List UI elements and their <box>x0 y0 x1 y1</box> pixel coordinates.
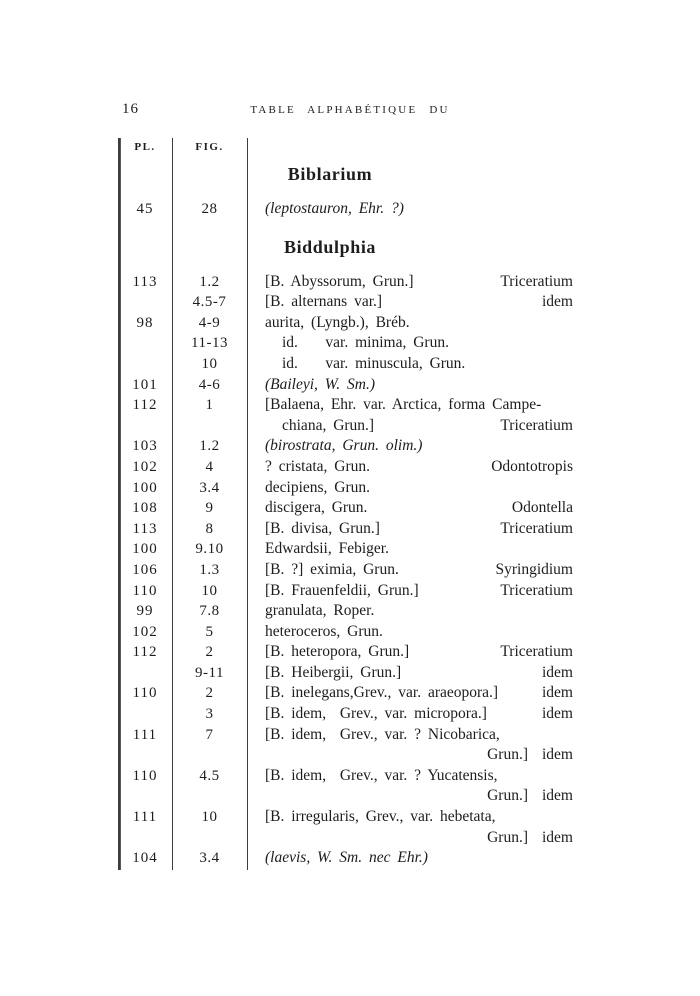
pl-cell: 102 <box>132 623 158 640</box>
table-row <box>118 333 573 354</box>
species-entry: Grun.] <box>487 828 528 846</box>
pl-fig-divider-rule <box>172 138 173 870</box>
genus-attribution: Odontella <box>511 499 573 517</box>
desc-cell <box>247 560 573 581</box>
pl-cell: 110 <box>132 767 158 784</box>
species-entry: heteroceros, Grun. <box>265 622 383 640</box>
pl-cell: 101 <box>132 376 158 393</box>
genus-attribution: Triceratium <box>500 416 573 434</box>
desc-cell <box>247 725 573 746</box>
table-row <box>118 478 573 499</box>
fig-cell: 7 <box>205 726 214 743</box>
fig-cell: 10 <box>201 582 218 599</box>
species-entry: (laevis, W. Sm. nec Ehr.) <box>265 849 428 867</box>
table-row <box>118 354 573 375</box>
table-row <box>118 416 573 437</box>
desc-cell <box>247 313 573 334</box>
table-row <box>118 848 573 869</box>
genus-attribution: idem <box>542 663 573 681</box>
desc-cell <box>247 807 573 828</box>
desc-cell <box>247 581 573 602</box>
table-row <box>118 272 573 293</box>
table-row <box>118 807 573 828</box>
genus-attribution: idem <box>542 684 573 702</box>
genus-attribution: Triceratium <box>500 272 573 290</box>
desc-cell <box>247 498 573 519</box>
species-entry: [B. heteropora, Grun.] <box>265 643 410 661</box>
species-entry: [B. idem, Grev., var. ? Yucatensis, <box>265 766 498 784</box>
table-row <box>118 313 573 334</box>
genus-attribution: idem <box>542 293 573 311</box>
desc-cell <box>247 642 573 663</box>
species-entry: chiana, Grun.] <box>282 416 375 434</box>
table-row <box>118 395 573 416</box>
desc-cell <box>247 354 573 375</box>
table-row <box>118 828 573 849</box>
index-table <box>118 138 573 869</box>
table-row <box>118 539 573 560</box>
desc-cell <box>247 519 573 540</box>
table-row <box>118 745 573 766</box>
pl-cell <box>118 333 172 354</box>
fig-cell: 3 <box>205 706 214 723</box>
desc-cell <box>247 375 573 396</box>
species-entry: (Baileyi, W. Sm.) <box>265 375 376 393</box>
desc-cell <box>247 766 573 787</box>
fig-cell: 2 <box>205 644 214 661</box>
table-row <box>118 683 573 704</box>
table-row <box>118 601 573 622</box>
species-entry: ? cristata, Grun. <box>265 457 370 475</box>
pl-cell: 113 <box>132 273 158 290</box>
pl-cell: 111 <box>132 809 158 826</box>
fig-cell: 9-11 <box>195 664 224 681</box>
desc-cell <box>247 663 573 684</box>
pl-cell: 100 <box>132 479 158 496</box>
fig-cell: 1.2 <box>199 438 220 455</box>
genus-attribution: idem <box>542 787 573 805</box>
desc-cell <box>247 272 573 293</box>
desc-cell <box>247 395 573 416</box>
pl-cell: 102 <box>132 458 158 475</box>
genus-attribution: Odontotropis <box>491 457 573 475</box>
table-row <box>118 622 573 643</box>
fig-cell: 1.3 <box>199 561 220 578</box>
table-row <box>118 581 573 602</box>
species-entry: Grun.] <box>487 787 528 805</box>
table-row <box>118 725 573 746</box>
fig-cell: 11-13 <box>191 335 228 352</box>
left-double-rule <box>118 138 121 870</box>
table-row <box>118 766 573 787</box>
page-number: 16 <box>122 101 139 117</box>
fig-cell: 5 <box>205 623 214 640</box>
fig-cell: 4-6 <box>198 376 221 393</box>
species-entry: [B. inelegans,Grev., var. araeopora.] <box>265 684 499 702</box>
sections-container <box>118 161 573 869</box>
col-header-pl: PL. <box>134 141 156 153</box>
pl-cell: 111 <box>132 726 158 743</box>
pl-cell <box>118 828 172 849</box>
pl-cell <box>118 416 172 437</box>
fig-cell: 3.4 <box>199 850 220 867</box>
species-entry: granulata, Roper. <box>265 602 375 620</box>
table-row <box>118 786 573 807</box>
desc-cell <box>247 436 573 457</box>
species-entry: [Balaena, Ehr. var. Arctica, forma Campe- <box>265 396 542 414</box>
pl-cell: 110 <box>132 685 158 702</box>
desc-cell <box>247 292 573 313</box>
fig-cell <box>172 828 247 849</box>
pl-cell: 106 <box>132 561 158 578</box>
pl-cell <box>118 704 172 725</box>
genus-attribution: Triceratium <box>500 581 573 599</box>
desc-cell <box>247 786 573 807</box>
desc-cell <box>247 622 573 643</box>
species-entry: aurita, (Lyngb.), Bréb. <box>265 313 410 331</box>
pl-cell: 98 <box>136 314 154 331</box>
genus-attribution: Syringidium <box>495 560 573 578</box>
fig-cell: 1.2 <box>199 273 220 290</box>
species-entry: id. var. minuscula, Grun. <box>282 354 466 372</box>
table-row <box>118 457 573 478</box>
pl-cell: 104 <box>132 850 158 867</box>
table-section <box>118 234 573 869</box>
pl-cell: 113 <box>132 520 158 537</box>
pl-cell <box>118 786 172 807</box>
species-entry: id. var. minima, Grun. <box>282 334 449 352</box>
pl-cell <box>118 292 172 313</box>
fig-cell: 4.5 <box>199 767 220 784</box>
species-entry: [B. divisa, Grun.] <box>265 519 380 537</box>
species-entry: [B. idem, Grev., var. ? Nicobarica, <box>265 725 500 743</box>
pl-cell: 45 <box>136 201 154 217</box>
species-entry: Grun.] <box>487 746 528 764</box>
column-headers <box>118 138 573 159</box>
species-entry: (birostrata, Grun. olim.) <box>265 437 423 455</box>
table-row <box>118 292 573 313</box>
fig-cell <box>172 416 247 437</box>
rows-group <box>118 272 573 869</box>
species-entry: [B. alternans var.] <box>265 293 383 311</box>
fig-cell: 9.10 <box>195 541 224 558</box>
table-row <box>118 642 573 663</box>
desc-cell <box>247 478 573 499</box>
fig-cell: 10 <box>201 355 218 372</box>
desc-cell <box>247 704 573 725</box>
pl-cell: 103 <box>132 438 158 455</box>
pl-cell <box>118 745 172 766</box>
desc-cell <box>247 601 573 622</box>
desc-cell <box>247 457 573 478</box>
species-entry: Edwardsii, Febiger. <box>265 540 389 558</box>
species-entry: discigera, Grun. <box>265 499 368 517</box>
desc-cell <box>247 333 573 354</box>
pl-cell: 100 <box>132 541 158 558</box>
table-row <box>118 199 573 220</box>
col-header-fig: FIG. <box>195 141 224 153</box>
fig-cell: 8 <box>205 520 214 537</box>
pl-cell <box>118 354 172 375</box>
fig-cell: 4-9 <box>198 314 221 331</box>
species-entry: [B. ?] eximia, Grun. <box>265 560 399 578</box>
pl-cell: 112 <box>132 644 158 661</box>
running-title: TABLE ALPHABÉTIQUE DU <box>250 104 450 116</box>
fig-cell: 1 <box>205 397 214 414</box>
desc-cell <box>247 683 573 704</box>
fig-cell: 3.4 <box>199 479 220 496</box>
species-entry: [B. irregularis, Grev., var. hebetata, <box>265 808 496 826</box>
table-row <box>118 436 573 457</box>
table-row <box>118 375 573 396</box>
genus-attribution: Triceratium <box>500 519 573 537</box>
rows-group <box>118 199 573 220</box>
pl-cell: 108 <box>132 500 158 517</box>
species-entry: decipiens, Grun. <box>265 478 371 496</box>
species-entry: [B. idem, Grev., var. micropora.] <box>265 705 487 723</box>
fig-cell: 4 <box>205 458 214 475</box>
genus-attribution: Triceratium <box>500 643 573 661</box>
fig-cell <box>172 745 247 766</box>
fig-cell <box>172 786 247 807</box>
genus-heading: Biblarium <box>287 164 373 184</box>
fig-cell: 10 <box>201 809 218 826</box>
species-entry: [B. Frauenfeldii, Grun.] <box>265 581 419 599</box>
species-entry: [B. Abyssorum, Grun.] <box>265 272 414 290</box>
fig-cell: 28 <box>201 201 218 217</box>
genus-attribution: idem <box>542 705 573 723</box>
desc-cell <box>247 828 573 849</box>
fig-cell: 4.5-7 <box>192 294 227 311</box>
table-row <box>118 498 573 519</box>
genus-attribution: idem <box>542 746 573 764</box>
desc-cell <box>247 539 573 560</box>
fig-cell: 7.8 <box>199 603 220 620</box>
desc-cell <box>247 848 573 869</box>
desc-cell <box>247 745 573 766</box>
pl-cell: 99 <box>136 603 154 620</box>
pl-cell: 112 <box>132 397 158 414</box>
desc-cell <box>247 199 573 220</box>
table-row <box>118 519 573 540</box>
pl-cell <box>118 663 172 684</box>
species-entry: [B. Heibergii, Grun.] <box>265 663 402 681</box>
table-row <box>118 704 573 725</box>
fig-cell: 9 <box>205 500 214 517</box>
table-row <box>118 663 573 684</box>
pl-cell: 110 <box>132 582 158 599</box>
desc-cell <box>247 416 573 437</box>
table-row <box>118 560 573 581</box>
fig-desc-divider-rule <box>247 138 248 870</box>
genus-heading: Biddulphia <box>283 236 377 257</box>
table-section <box>118 161 573 220</box>
fig-cell: 2 <box>205 685 214 702</box>
genus-attribution: idem <box>542 828 573 846</box>
species-entry: (leptostauron, Ehr. ?) <box>265 200 404 217</box>
